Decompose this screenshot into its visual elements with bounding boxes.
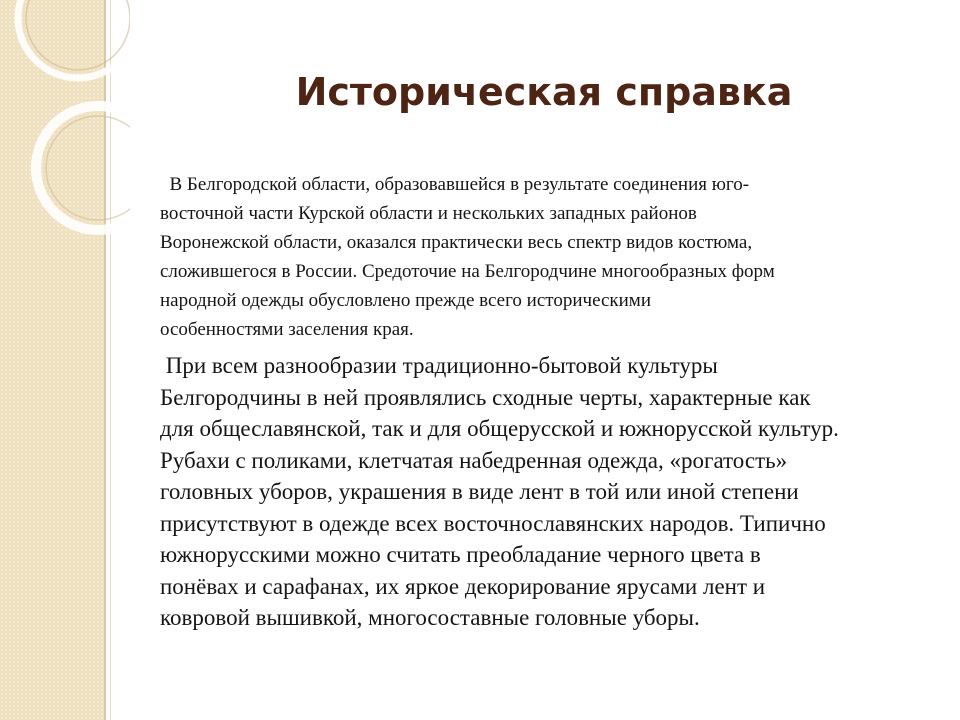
paragraph-line: народной одежды обусловлено прежде всего историческими — [160, 290, 651, 311]
decorative-rings-icon — [0, 0, 130, 260]
paragraph-line: головных уборов, украшения в виде лент в той или иной степени — [160, 479, 799, 504]
paragraph-line: Рубахи с поликами, клетчатая набедренная одежда, «рогатость» — [160, 447, 788, 473]
paragraph-history-intro — [160, 170, 775, 344]
paragraph-line: южнорусскими можно считать преобладание черного цвета в — [160, 542, 761, 567]
paragraph-culture-traits — [160, 350, 839, 634]
paragraph-line: восточной части Курской области и нескольких западных районов — [160, 203, 697, 224]
paragraph-line: понёвах и сарафанах, их яркое декорирование ярусами лент и — [160, 573, 766, 599]
paragraph-line: Воронежской области, оказался практически весь спектр видов костюма, — [160, 232, 753, 253]
paragraph-line: При всем разнообразии традиционно-бытовой культуры — [160, 353, 718, 378]
paragraph-line: Белгородчины в ней проявлялись сходные черты, характерные как — [160, 384, 811, 410]
paragraph-line: присутствуют в одежде всех восточнославянских народов. Типично — [160, 510, 826, 536]
paragraph-line: сложившегося в России. Средоточие на Белгородчине многообразных форм — [160, 261, 775, 282]
paragraph-line: особенностями заселения края. — [160, 319, 414, 340]
paragraph-line: В Белгородской области, образовавшейся в результате соединения юго- — [160, 174, 750, 195]
slide-title: Историческая справка — [295, 70, 793, 114]
paragraph-line: для общеславянской, так и для общерусской и южнорусской культур. — [160, 416, 839, 441]
paragraph-line: ковровой вышивкой, многосоставные головные уборы. — [160, 605, 700, 630]
